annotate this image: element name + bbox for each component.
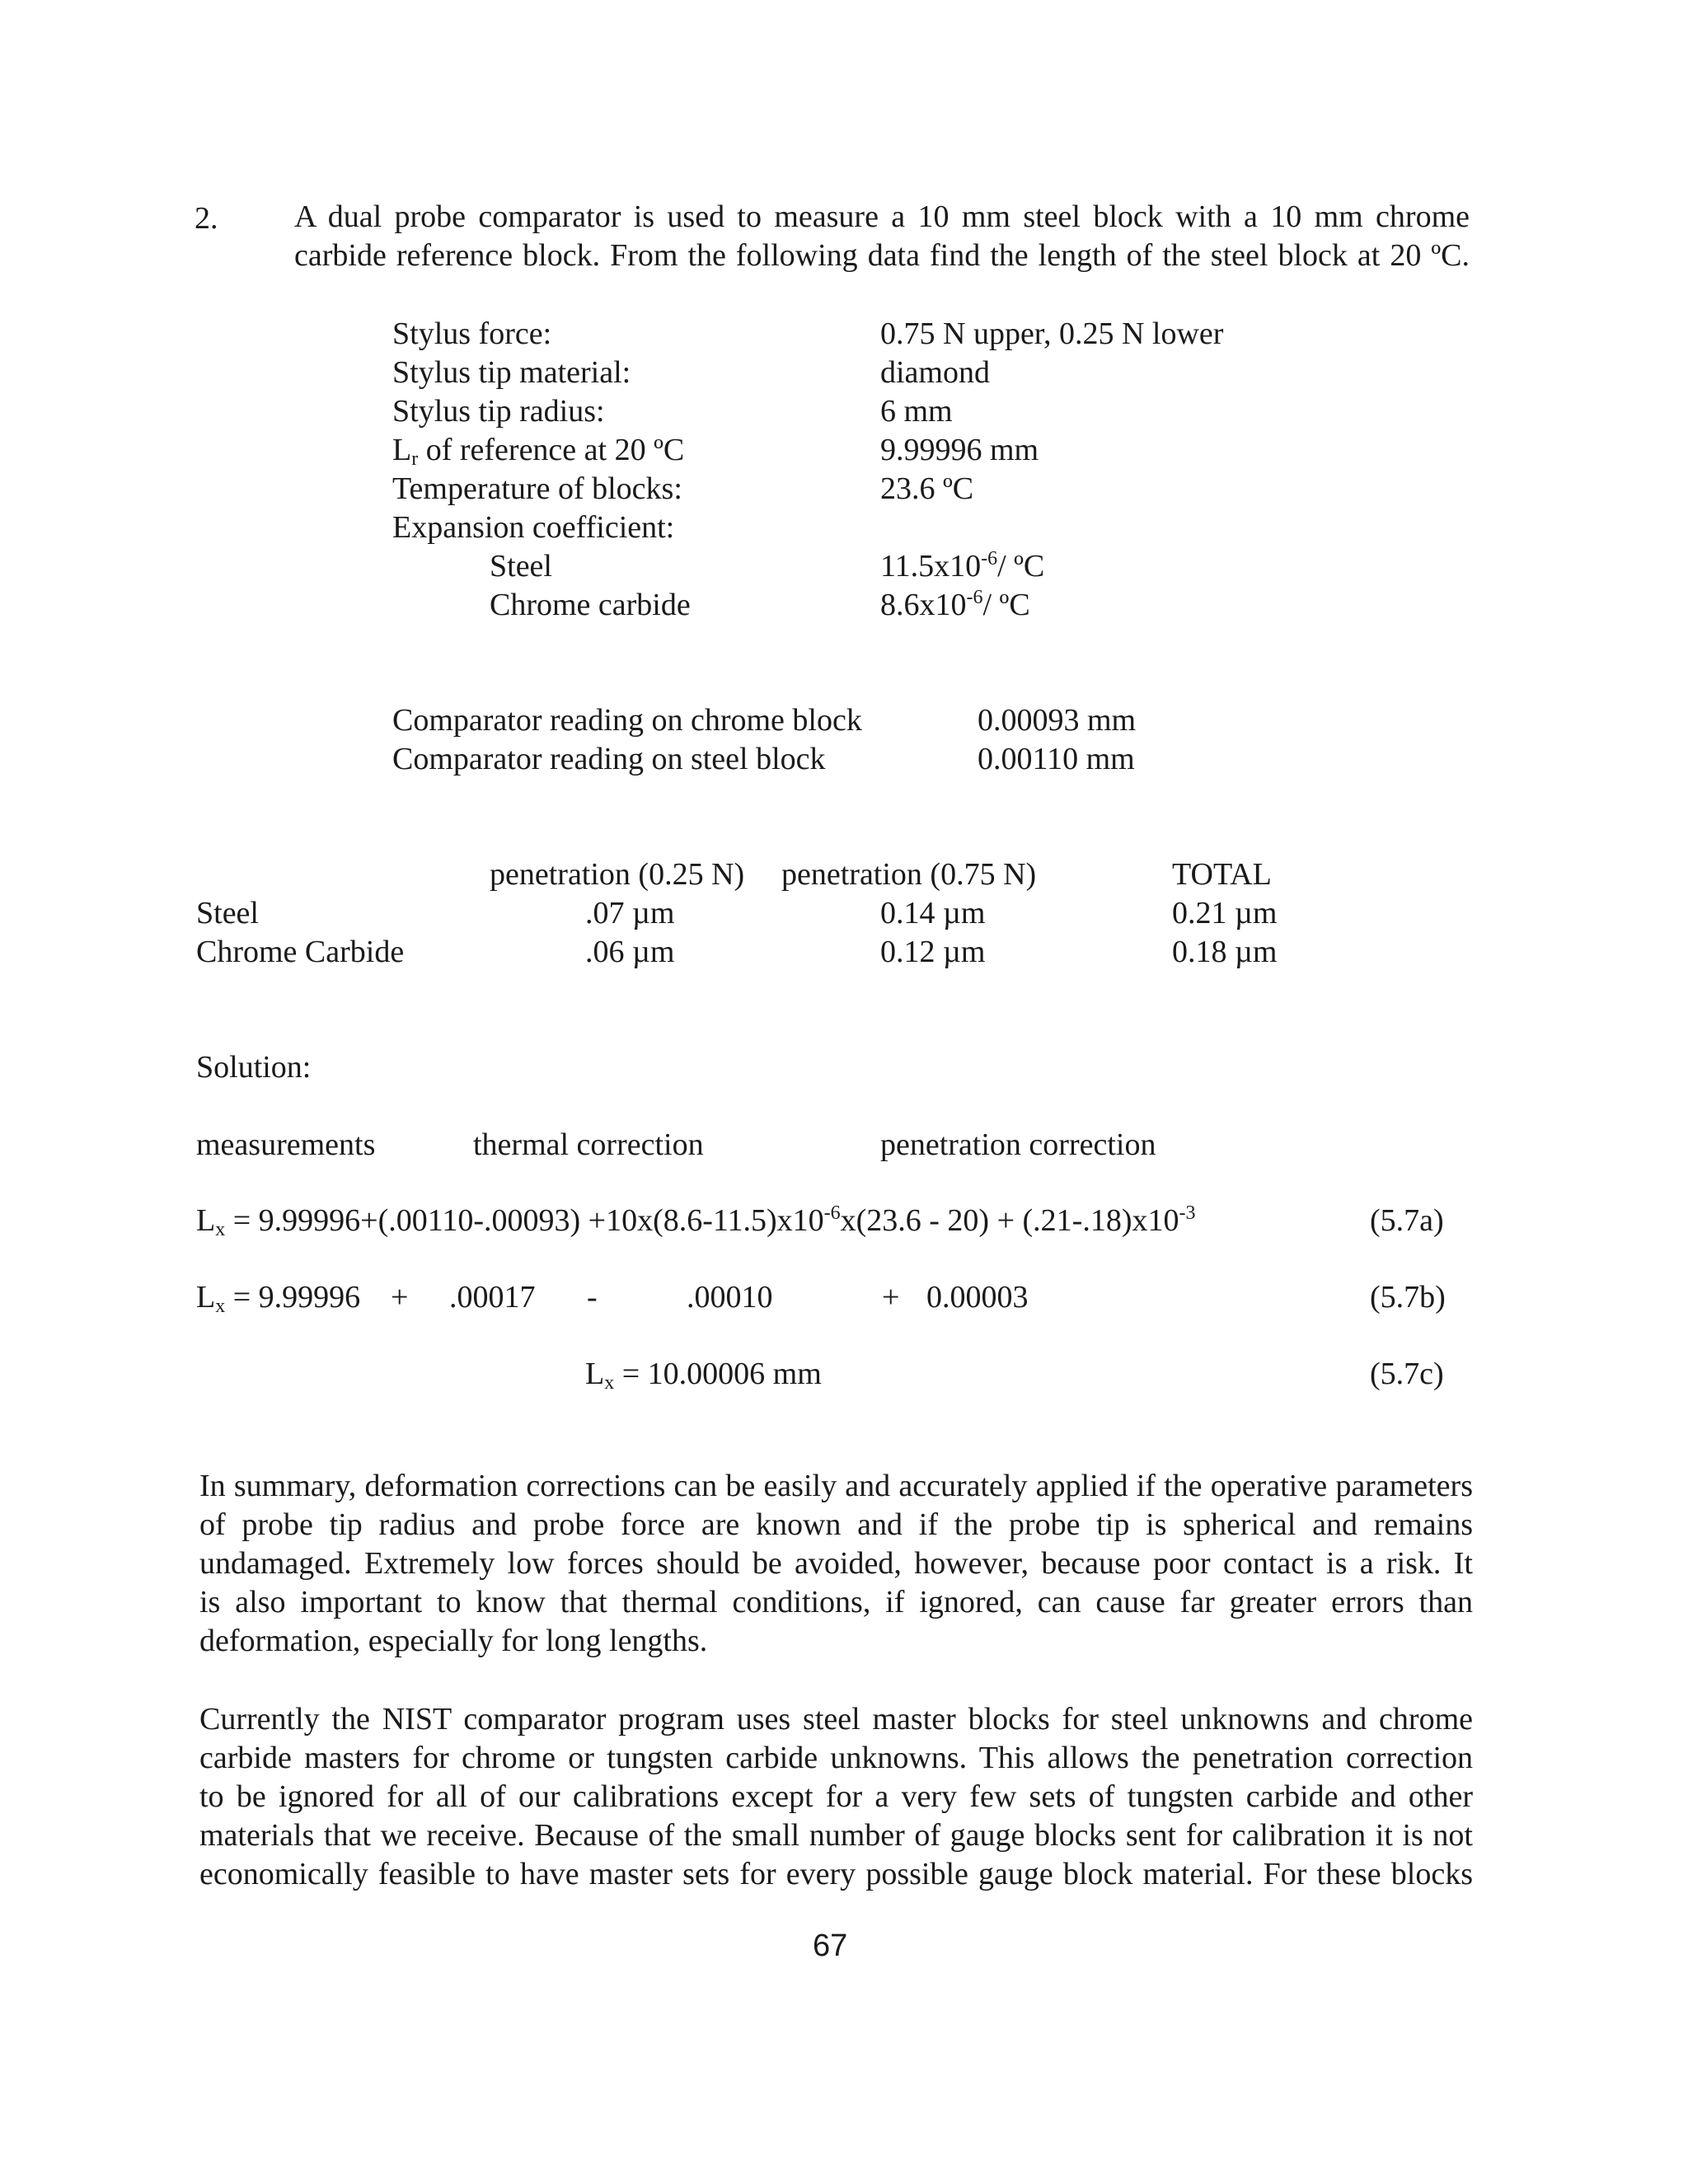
stylus-force-label: Stylus force: bbox=[392, 316, 552, 351]
table-cell: .06 µm bbox=[585, 935, 675, 969]
lx-subscript: x bbox=[215, 1296, 226, 1317]
lx-symbol: L bbox=[196, 1203, 216, 1238]
paragraph-line: to be ignored for all of our calibrations except for a very few sets of tungsten carbide and other bbox=[199, 1779, 1473, 1814]
eq-a-exponent2: -3 bbox=[1179, 1202, 1196, 1224]
paragraph-line: of probe tip radius and probe force are known and if the probe tip is spherical and remains bbox=[199, 1507, 1473, 1542]
eq-b-term1: .00017 bbox=[449, 1280, 536, 1315]
lr-value: 9.99996 mm bbox=[880, 433, 1039, 467]
page-number: 67 bbox=[813, 1929, 848, 1963]
paragraph-line: carbide masters for chrome or tungsten carbide unknowns. This allows the penetration correction bbox=[199, 1741, 1473, 1775]
col-thermal-correction: thermal correction bbox=[473, 1127, 704, 1162]
paragraph-line: is also important to know that thermal conditions, if ignored, can cause far greater errors than bbox=[199, 1585, 1473, 1619]
chrome-coef-exponent: -6 bbox=[966, 587, 983, 608]
tip-radius-label: Stylus tip radius: bbox=[392, 394, 605, 429]
temperature-value: 23.6 ºC bbox=[880, 471, 974, 506]
expansion-label: Expansion coefficient: bbox=[392, 510, 675, 545]
temperature-label: Temperature of blocks: bbox=[392, 471, 682, 506]
eq-a-part1: = 9.99996+(.00110-.00093) +10x(8.6-11.5)x10 bbox=[225, 1203, 824, 1238]
problem-line: carbide reference block. From the following data find the length of the steel block at 20 ºC. bbox=[294, 238, 1470, 273]
table-cell: 0.14 µm bbox=[880, 896, 986, 930]
header-total: TOTAL bbox=[1172, 857, 1272, 892]
problem-statement bbox=[294, 198, 1470, 275]
col-penetration-correction: penetration correction bbox=[880, 1127, 1156, 1162]
eq-b-minus: - bbox=[587, 1280, 598, 1315]
paragraph-line: Currently the NIST comparator program uses steel master blocks for steel unknowns and chrome bbox=[199, 1702, 1473, 1736]
equation-number-5-7a: (5.7a) bbox=[1370, 1203, 1444, 1238]
lr-symbol: L bbox=[392, 433, 412, 467]
paragraph-line: economically feasible to have master sets for every possible gauge block material. For these blocks bbox=[199, 1857, 1473, 1891]
chrome-coef-label: Chrome carbide bbox=[490, 588, 691, 622]
header-penetration-075: penetration (0.75 N) bbox=[781, 857, 1037, 892]
tip-material-value: diamond bbox=[880, 355, 990, 390]
header-penetration-025: penetration (0.25 N) bbox=[490, 857, 745, 892]
tip-radius-value: 6 mm bbox=[880, 394, 953, 429]
chrome-coef-unit: / ºC bbox=[982, 588, 1030, 622]
tip-material-label: Stylus tip material: bbox=[392, 355, 631, 390]
eq-c-rest: = 10.00006 mm bbox=[614, 1357, 822, 1391]
nist-paragraph bbox=[199, 1700, 1473, 1894]
chrome-reading-value: 0.00093 mm bbox=[978, 703, 1137, 738]
table-cell: 0.12 µm bbox=[880, 935, 986, 969]
paragraph-line: undamaged. Extremely low forces should be avoided, however, because poor contact is a risk. It bbox=[199, 1546, 1473, 1581]
eq-b-plus: + bbox=[391, 1280, 409, 1315]
eq-a-exponent1: -6 bbox=[823, 1202, 841, 1224]
chrome-coef-base: 8.6x10 bbox=[880, 588, 967, 622]
table-row-material: Steel bbox=[196, 896, 259, 930]
lx-subscript: x bbox=[604, 1372, 615, 1394]
steel-coef-value bbox=[880, 548, 1045, 583]
chrome-reading-label: Comparator reading on chrome block bbox=[392, 703, 862, 738]
steel-coef-unit: / ºC bbox=[997, 549, 1045, 583]
equation-5-7c bbox=[585, 1357, 822, 1394]
problem-number: 2. bbox=[195, 201, 218, 236]
steel-coef-base: 11.5x10 bbox=[880, 549, 982, 583]
steel-reading-value: 0.00110 mm bbox=[978, 742, 1135, 776]
eq-b-term2: .00010 bbox=[687, 1280, 773, 1315]
eq-b-term3: 0.00003 bbox=[926, 1280, 1029, 1315]
eq-b-plus: + bbox=[882, 1280, 900, 1315]
lr-subscript: r bbox=[411, 448, 419, 470]
eq-a-part2: x(23.6 - 20) + (.21-.18)x10 bbox=[840, 1203, 1179, 1238]
lx-symbol: L bbox=[585, 1357, 605, 1391]
lx-subscript: x bbox=[215, 1219, 226, 1240]
lx-symbol: L bbox=[196, 1280, 216, 1315]
steel-coef-exponent: -6 bbox=[981, 548, 998, 569]
chrome-coef-value bbox=[880, 589, 1030, 621]
equation-5-7a bbox=[196, 1202, 1196, 1240]
table-row-material: Chrome Carbide bbox=[196, 935, 405, 969]
steel-coef-label: Steel bbox=[490, 549, 552, 583]
paragraph-line: deformation, especially for long lengths. bbox=[199, 1624, 708, 1658]
table-cell: .07 µm bbox=[585, 896, 675, 930]
paragraph-line: In summary, deformation corrections can be easily and accurately applied if the operative parameters bbox=[199, 1469, 1473, 1503]
equation-number-5-7b: (5.7b) bbox=[1370, 1280, 1446, 1315]
paragraph-line: materials that we receive. Because of the small number of gauge blocks sent for calibration it is not bbox=[199, 1818, 1473, 1853]
stylus-force-value: 0.75 N upper, 0.25 N lower bbox=[880, 316, 1224, 351]
summary-paragraph bbox=[199, 1467, 1473, 1661]
equation-5-7b-lhs bbox=[196, 1280, 361, 1317]
lr-label bbox=[392, 433, 685, 470]
col-measurements: measurements bbox=[196, 1127, 376, 1162]
equation-number-5-7c: (5.7c) bbox=[1370, 1357, 1444, 1391]
eq-b-part1: = 9.99996 bbox=[225, 1280, 361, 1315]
lr-label-text: of reference at 20 ºC bbox=[418, 433, 685, 467]
problem-line: A dual probe comparator is used to measure a 10 mm steel block with a 10 mm chrome bbox=[294, 199, 1470, 234]
table-cell: 0.21 µm bbox=[1172, 896, 1278, 930]
solution-label: Solution: bbox=[196, 1050, 312, 1085]
steel-reading-label: Comparator reading on steel block bbox=[392, 742, 826, 776]
table-cell: 0.18 µm bbox=[1172, 935, 1278, 969]
